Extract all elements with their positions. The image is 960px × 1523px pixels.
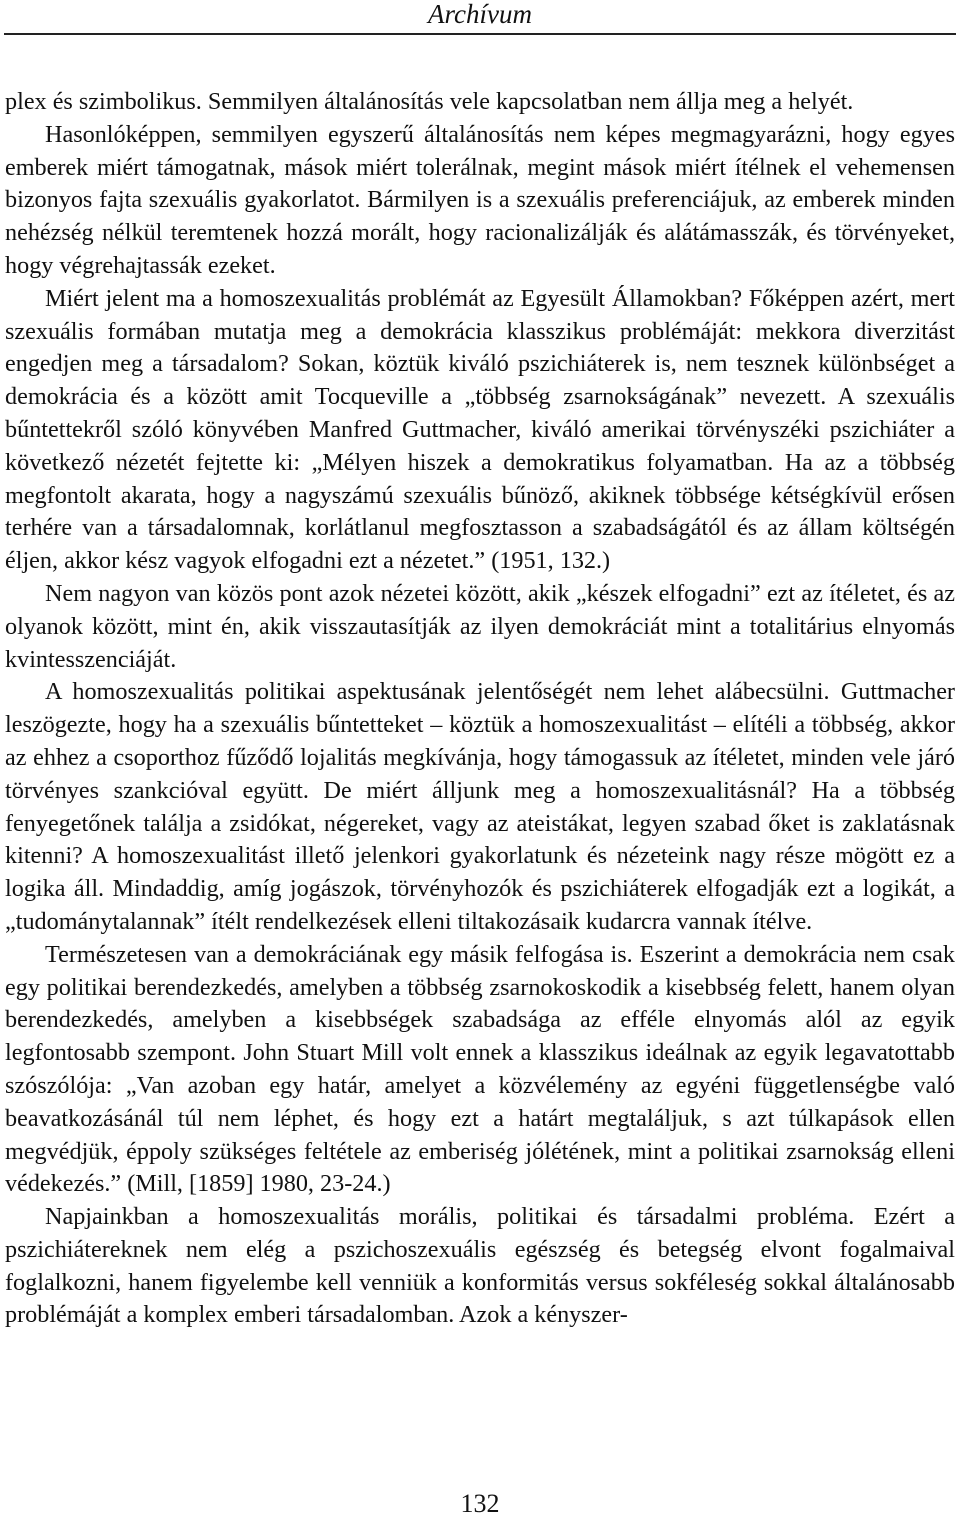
- paragraph: Napjainkban a homoszexualitás morális, politikai és társadalmi probléma. Ezért a pszichiátereknek nem elég a pszichoszexuális egészség és betegség elvont fogalmaival foglalkozni, hanem figyelembe kell venniük a konformitás versus sokféleség sokkal általánosabb problémáját a komplex emberi társadalomban. Azok a kényszer-: [5, 1203, 955, 1329]
- running-title: Archívum: [428, 0, 532, 29]
- paragraph-continuation: plex és szimbolikus. Semmilyen általánosítás vele kapcsolatban nem állja meg a helyét.: [5, 88, 854, 115]
- article-body: [5, 86, 955, 1332]
- page-number: 132: [460, 1489, 500, 1518]
- paragraph: Hasonlóképpen, semmilyen egyszerű általánosítás nem képes megmagyarázni, hogy egyes emberek miért támogatnak, mások miért tolerálnak, megint mások miért ítélnek el vehemensen bizonyos fajta szexuális gyakorlatot. Bármilyen is a szexuális preferenciájuk, az emberek minden nehézség nélkül teremtenek hozzá morált, hogy racionalizálják és alátámasszák, és törvényeket, hogy végrehajtassák ezeket.: [5, 120, 955, 279]
- header-rule: [4, 33, 956, 35]
- paragraph: Természetesen van a demokráciának egy másik felfogása is. Eszerint a demokrácia nem csak egy politikai berendezkedés, amelyben a többség zsarnokoskodik a kisebbség felett, hanem olyan berendezkedés, amelyben a kisebbségek szabadsága az efféle elnyomás alól az egyik legfontosabb szempont. John Stuart Mill volt ennek a klasszikus ideálnak az egyik legavatottabb szószólója: „Van azoban egy határ, amelyet a közvélemény az egyéni függetlenségbe való beavatkozásánál túl nem léphet, és hogy ezt a határt megtaláljuk, s azt túlkapások ellen megvédjük, éppoly szükséges feltétele az emberiség jólétének, mint a politikai zsarnokság elleni védekezés.” (Mill, [1859] 1980, 23-24.): [5, 940, 955, 1198]
- running-header: [0, 0, 960, 30]
- paragraph: Nem nagyon van közös pont azok nézetei között, akik „készek elfogadni” ezt az ítéletet, és az olyanok között, mint én, akik visszautasítják az ilyen demokráciát mint a totalitárius elnyomás kvintesszenciáját.: [5, 579, 955, 673]
- paragraph: Miért jelent ma a homoszexualitás problémát az Egyesült Államokban? Főképpen azért, mert szexuális formában mutatja meg a demokrácia klasszikus problémáját: mekkora diverzitást engedjen meg a társadalom? Sokan, köztük kiváló pszichiáterek is, nem tesznek különbséget a demokrácia és a között amit Tocqueville a „többség zsarnokságának” nevezett. A szexuális bűntettekről szóló könyvében Manfred Guttmacher, kiváló amerikai törvényszéki pszichiáter a következő nézetét fejtette ki: „Mélyen hiszek a demokratikus folyamatban. Ha az a többség megfontolt akarata, hogy a nagyszámú szexuális bűnöző, akiknek többsége kétségkívül erősen terhére van a társadalomnak, korlátlanul megfosztasson a szabadságától és az állam költségén éljen, akkor kész vagyok elfogadni ezt a nézetet.” (1951, 132.): [5, 284, 955, 575]
- paragraph: A homoszexualitás politikai aspektusának jelentőségét nem lehet alábecsülni. Guttmacher leszögezte, hogy ha a szexuális bűntetteket – köztük a homoszexualitást – elítéli a többség, akkor az ehhez a csoporthoz fűződő lojalitás megkívánja, hogy támogassuk az ítéletet, minden vele járó törvényes szankcióval együtt. De miért álljunk meg a homoszexualitásnál? Ha a többség fenyegetőnek találja a zsidókat, négereket, vagy az ateistákat, legyen szabad őket is zaklatásnak kitenni? A homoszexualitást illető jelenkori gyakorlatunk és nézeteink nagy része mögött ez a logika áll. Mindaddig, amíg jogászok, törvényhozók és pszichiáterek elfogadják ezt a logikát, a „tudománytalannak” ítélt rendelkezések elleni tiltakozásaik kudarcra vannak ítélve.: [5, 678, 955, 935]
